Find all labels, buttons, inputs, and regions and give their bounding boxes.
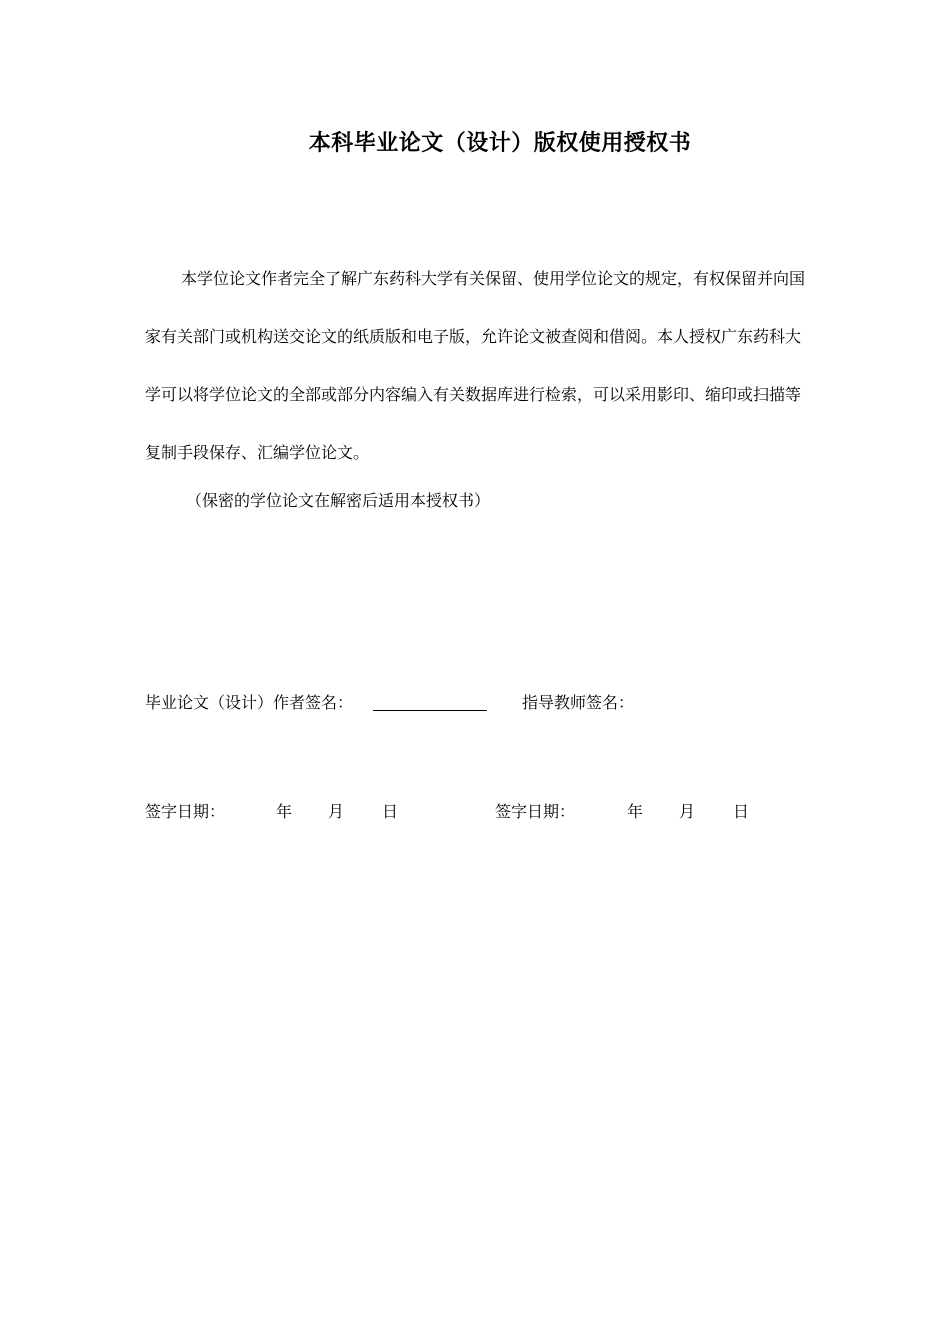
authorization-paragraph: 本学位论文作者完全了解广东药科大学有关保留、使用学位论文的规定，有权保留并向国家有关部门或机构送交论文的纸质版和电子版，允许论文被查阅和借阅。本人授权广东药科大学可以将学位论文的全部或部分内容编入有关数据库进行检索，可以采用影印、缩印或扫描等复制手段保存、汇编学位论文。 [145,269,806,462]
advisor-date-year: 年 [627,802,644,821]
document-title: 本科毕业论文（设计）版权使用授权书 [308,131,692,156]
author-date-year: 年 [276,802,293,821]
author-date-month: 月 [328,802,345,821]
author-date-day: 日 [382,802,399,821]
author-date-label: 签字日期： [145,802,226,821]
author-signature-label: 毕业论文（设计）作者签名： [145,693,354,712]
confidential-note: （保密的学位论文在解密后适用本授权书） [186,491,491,510]
advisor-date-month: 月 [679,802,696,821]
advisor-date-label: 签字日期： [495,802,576,821]
author-signature-line [373,710,487,711]
advisor-date-day: 日 [733,802,750,821]
advisor-signature-label: 指导教师签名： [522,693,635,712]
